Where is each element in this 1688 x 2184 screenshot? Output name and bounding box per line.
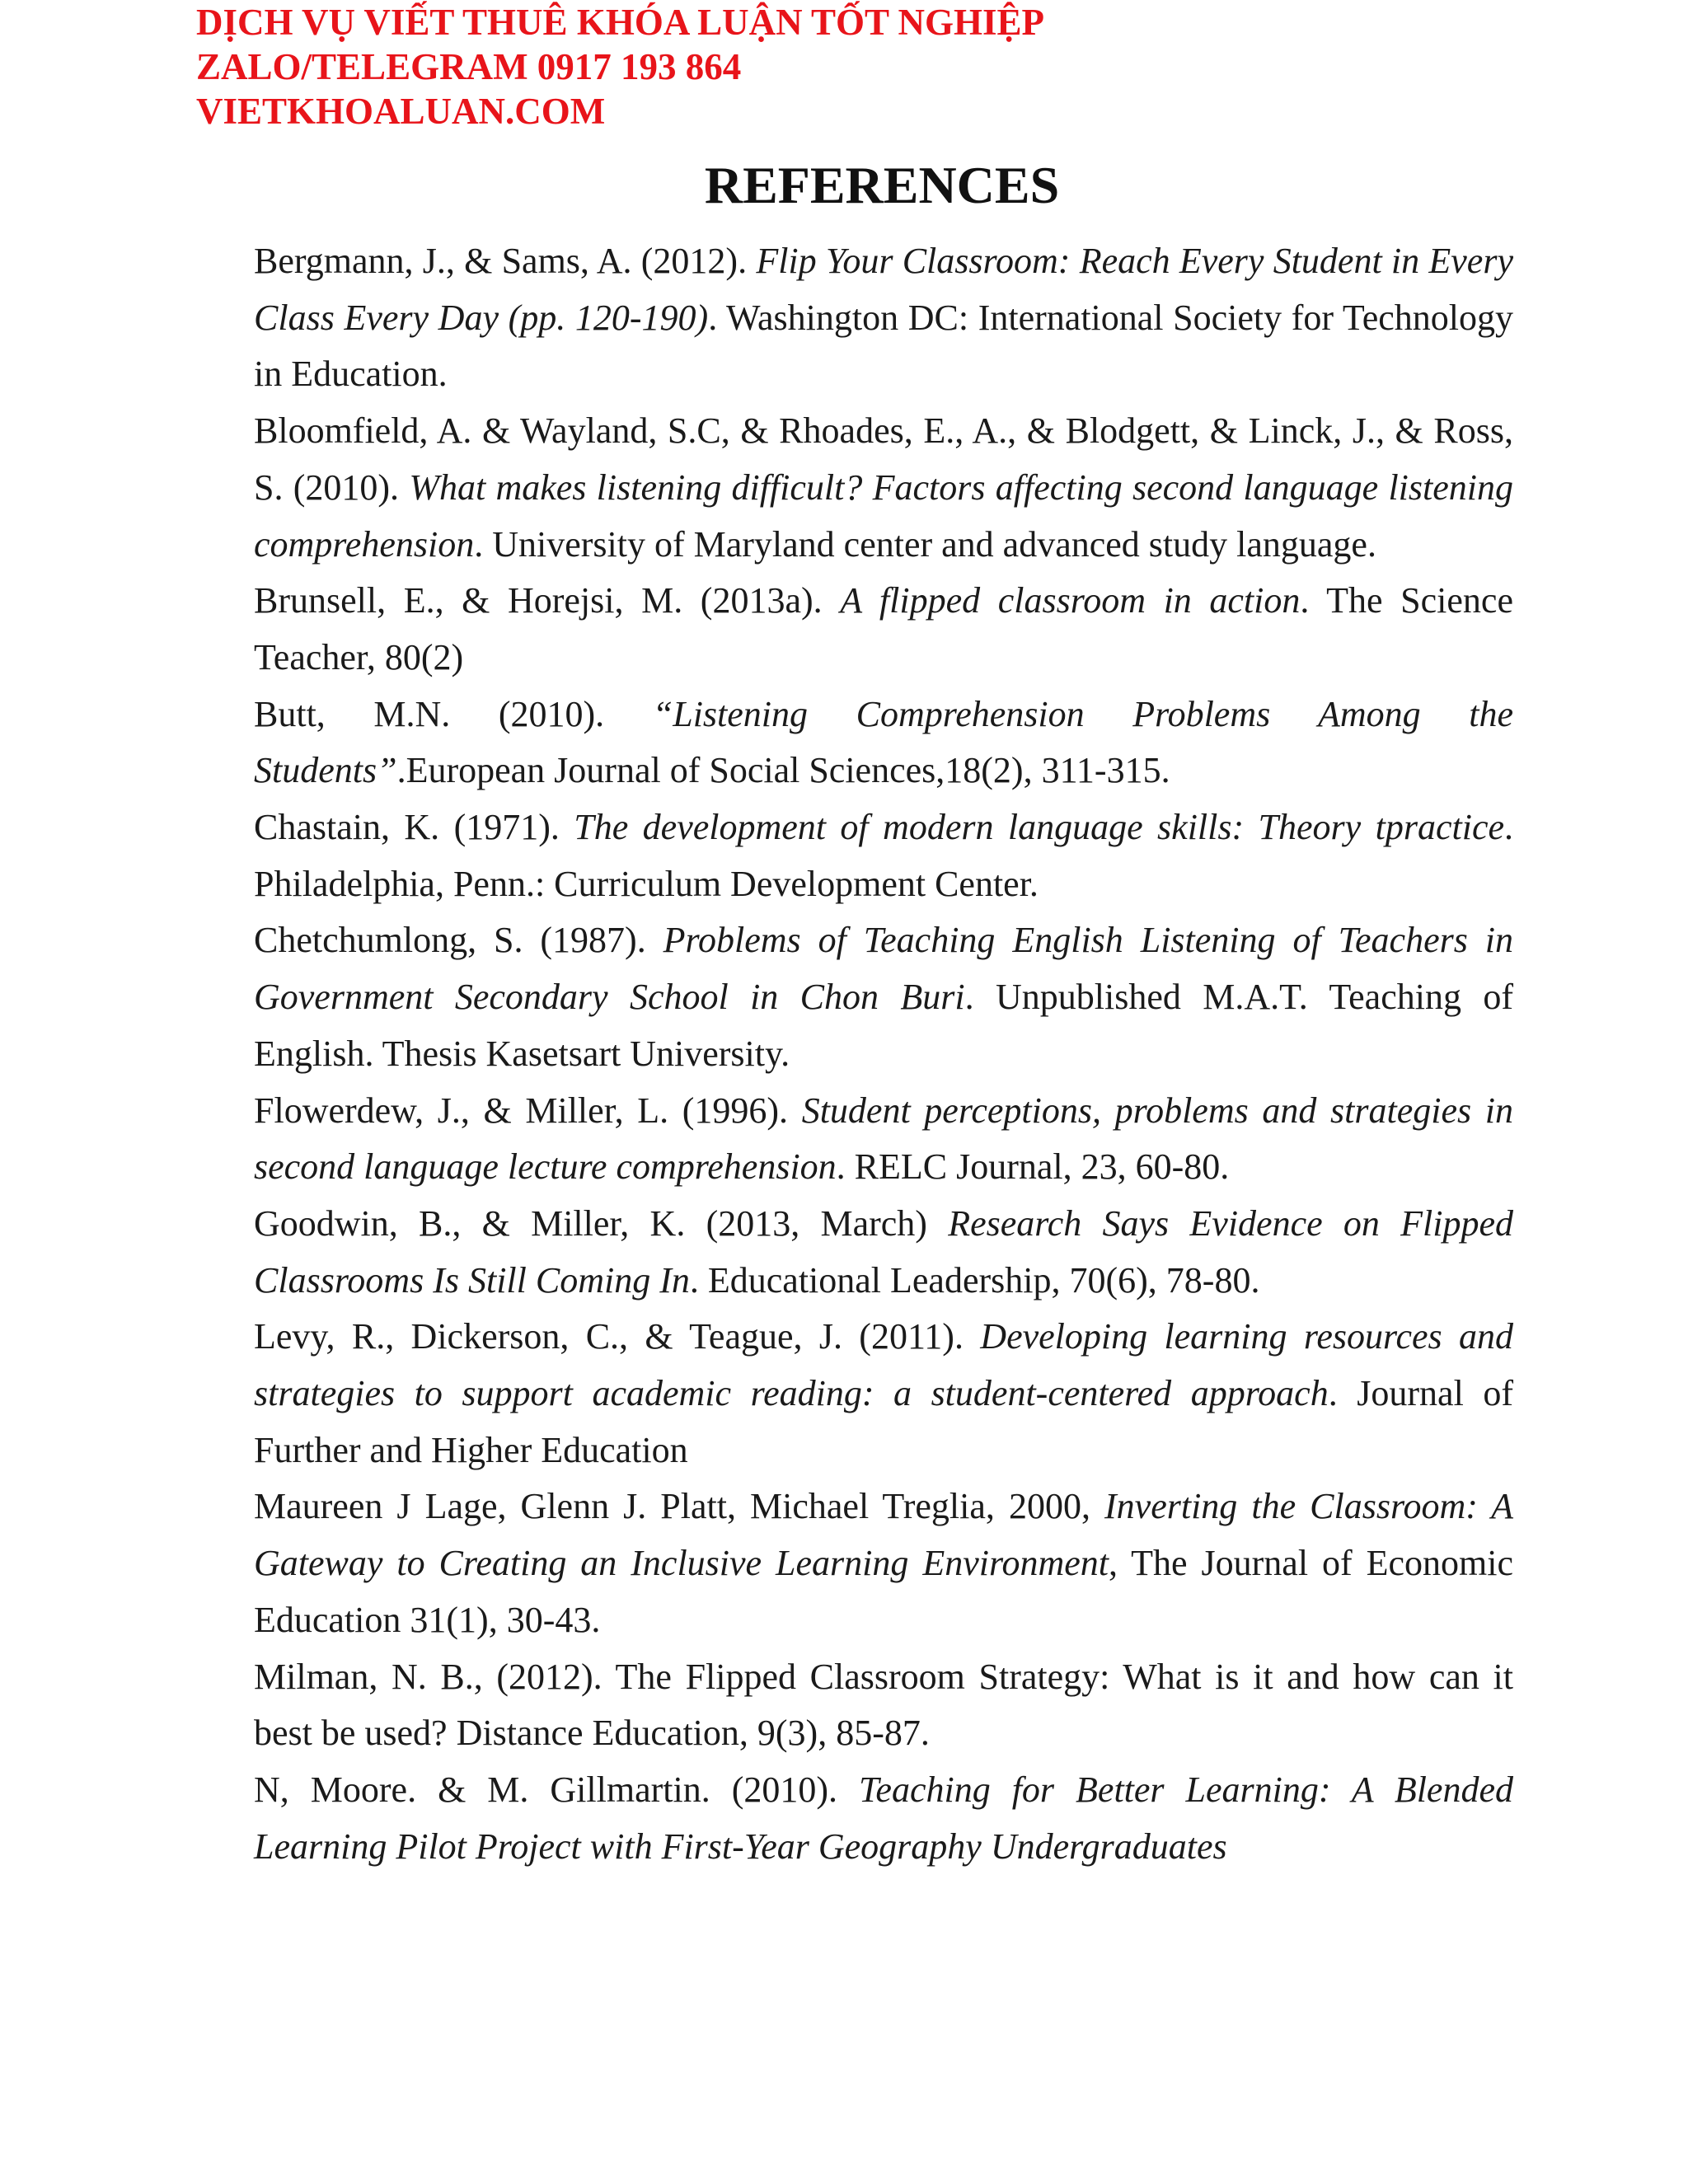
watermark-line-2: ZALO/TELEGRAM 0917 193 864 xyxy=(196,46,742,87)
reference-entry xyxy=(254,1479,1513,1648)
reference-title: The development of modern language skills: Theory tpractice xyxy=(574,807,1505,848)
reference-source: . The Science Teacher, 80(2) xyxy=(254,580,1513,677)
reference-authors: Bloomfield, A. & Wayland, S.C, & Rhoades, E., A., & Blodgett, & Linck, J., & Ross, S. (2010). xyxy=(254,410,1513,508)
reference-title: Developing learning resources and strategies to support academic reading: a student-centered approach xyxy=(254,1316,1513,1414)
reference-authors: Flowerdew, J., & Miller, L. (1996). xyxy=(254,1090,802,1131)
reference-source: . RELC Journal, 23, 60-80. xyxy=(836,1146,1230,1188)
reference-authors: Bergmann, J., & Sams, A. (2012). xyxy=(254,241,757,281)
reference-authors: Milman, N. B., (2012). The Flipped Classroom Strategy: What is it and how can it best be used? Distance Education, 9(3), 85-87. xyxy=(254,1656,1513,1754)
reference-entry xyxy=(254,1649,1513,1762)
reference-title: Research Says Evidence on Flipped Classrooms Is Still Coming In xyxy=(254,1202,1513,1301)
reference-entry xyxy=(254,1309,1513,1479)
reference-entry xyxy=(254,403,1513,573)
reference-entry xyxy=(254,1196,1513,1309)
reference-authors: Levy, R., Dickerson, C., & Teague, J. (2011). xyxy=(254,1316,981,1357)
reference-title: What makes listening difficult? Factors affecting second language listening comprehension xyxy=(254,466,1513,565)
reference-title: Student perceptions, problems and strategies in second language lecture comprehension xyxy=(254,1090,1513,1188)
reference-authors: Brunsell, E., & Horejsi, M. (2013a). xyxy=(254,580,841,621)
reference-source: . University of Maryland center and advanced study language. xyxy=(474,523,1376,565)
reference-title: Inverting the Classroom: A Gateway to Creating an Inclusive Learning Environment xyxy=(254,1486,1514,1584)
reference-source: .European Journal of Social Sciences,18(2), 311-315. xyxy=(396,750,1170,791)
reference-source: . Washington DC: International Society for Technology in Education. xyxy=(254,297,1513,395)
reference-entry xyxy=(254,1083,1513,1196)
reference-authors: Chastain, K. (1971). xyxy=(254,807,574,848)
reference-authors: Butt, M.N. (2010). xyxy=(254,693,653,734)
watermark-banner xyxy=(196,0,1044,134)
reference-entry xyxy=(254,687,1513,799)
reference-title: A flipped classroom in action xyxy=(840,580,1301,621)
reference-source: , The Journal of Economic Education 31(1), 30-43. xyxy=(254,1543,1513,1640)
reference-entry xyxy=(254,912,1513,1082)
reference-title: Problems of Teaching English Listening of Teachers in Government Secondary School in Chon Buri xyxy=(254,920,1513,1018)
reference-list xyxy=(254,233,1513,1875)
reference-entry xyxy=(254,1762,1513,1875)
reference-source: . Journal of Further and Higher Education xyxy=(254,1373,1513,1470)
reference-entry xyxy=(254,799,1513,912)
reference-entry xyxy=(254,233,1513,403)
reference-title: Teaching for Better Learning: A Blended Learning Pilot Project with First-Year Geography Undergraduates xyxy=(254,1769,1513,1867)
watermark-line-3: VIETKHOALUAN.COM xyxy=(196,91,606,132)
reference-authors: N, Moore. & M. Gillmartin. (2010). xyxy=(254,1769,859,1810)
page-title: REFERENCES xyxy=(704,156,1060,214)
reference-authors: Maureen J Lage, Glenn J. Platt, Michael Treglia, 2000, xyxy=(254,1486,1105,1527)
reference-authors: Goodwin, B., & Miller, K. (2013, March) xyxy=(254,1202,949,1244)
reference-title: Flip Your Classroom: Reach Every Student in Every Class Every Day (pp. 120-190) xyxy=(254,241,1513,338)
reference-title: “Listening Comprehension Problems Among the Students” xyxy=(254,693,1513,791)
reference-source: . Unpublished M.A.T. Teaching of English. Thesis Kasetsart University. xyxy=(254,977,1513,1074)
reference-authors: Chetchumlong, S. (1987). xyxy=(254,920,663,961)
reference-source: . Philadelphia, Penn.: Curriculum Development Center. xyxy=(254,807,1514,904)
reference-entry xyxy=(254,573,1513,686)
watermark-line-1: DỊCH VỤ VIẾT THUÊ KHÓA LUẬN TỐT NGHIỆP xyxy=(196,2,1045,43)
reference-source: . Educational Leadership, 70(6), 78-80. xyxy=(689,1259,1260,1301)
